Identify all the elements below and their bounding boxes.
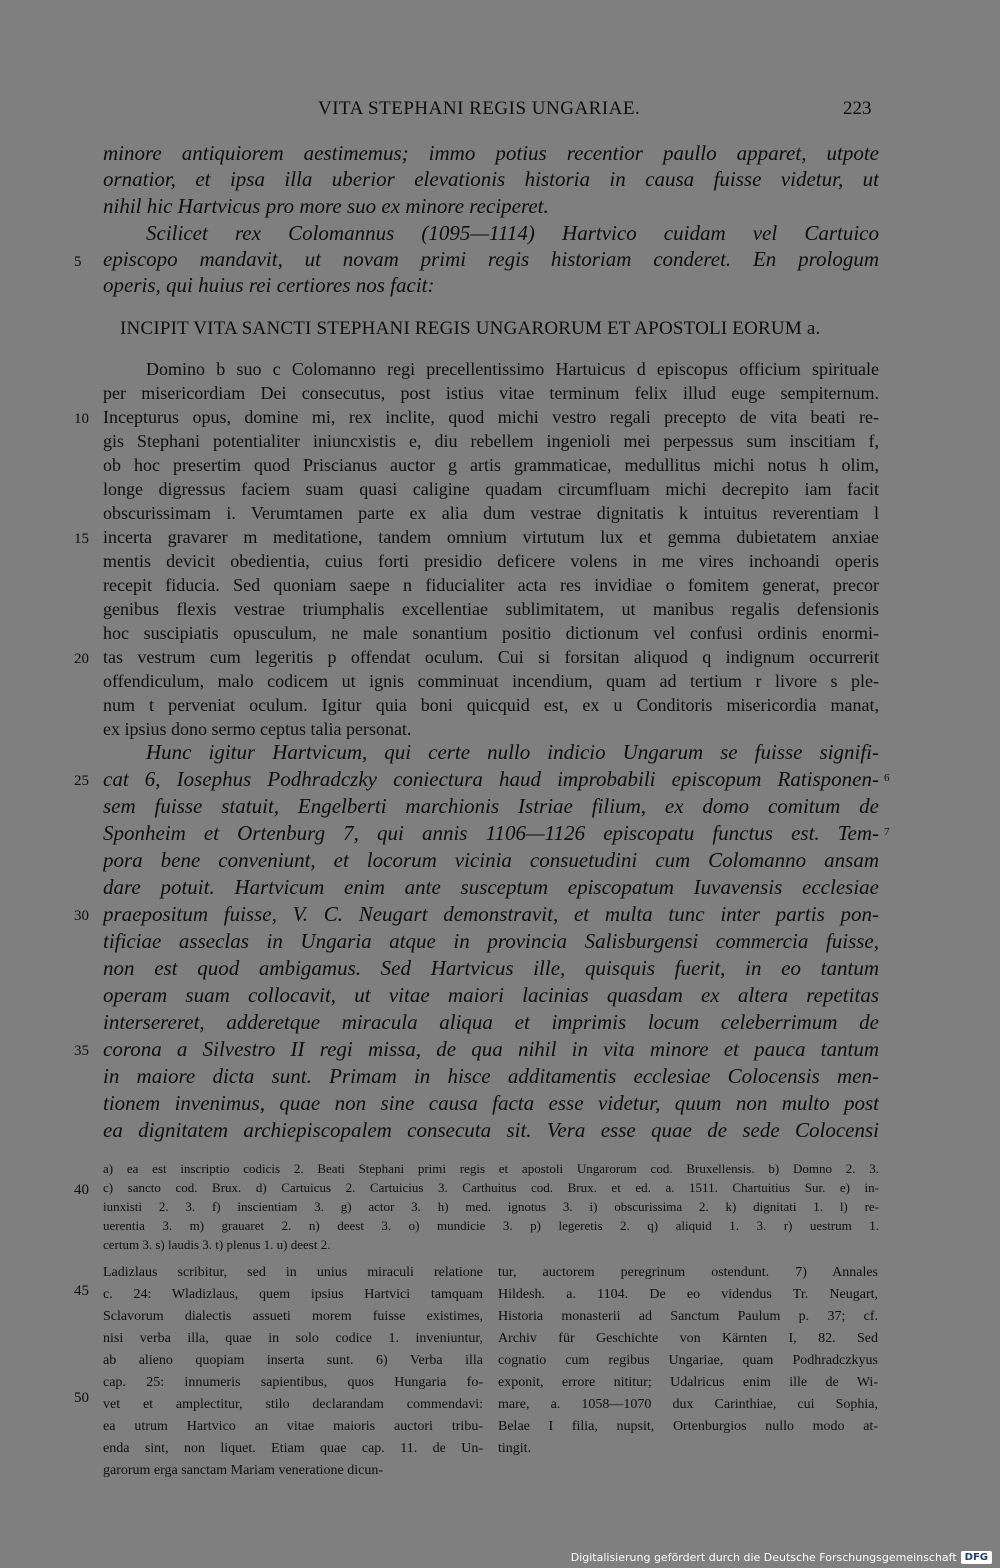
text-line: ex ipsius dono sermo ceptus talia personat. — [103, 719, 412, 739]
text-line: cat 6, Iosephus Podhradczky coniectura haud improbabili episcopum Ratisponen- — [103, 767, 879, 791]
note-line: nisi verba illa, quae in solo codice 1. inveniuntur, — [103, 1331, 483, 1346]
line-number: 10 — [74, 411, 89, 427]
text-line: Domino b suo c Colomanno regi precellentissimo Hartuicus d episcopus officium spirituale — [146, 359, 879, 379]
text-line: num t perveniat oculum. Igitur quia boni quicquid est, ex u Conditoris misericordia manat, — [103, 695, 879, 715]
dfg-logo-icon: DFG — [961, 1551, 992, 1564]
page-header — [0, 98, 1000, 126]
apparatus-line: iunxisti 2. 3. f) inscientiam 3. g) actor 3. h) med. ignotus 3. i) obscurissima 2. k) dignitati 1. l) re- — [103, 1199, 879, 1214]
margin-note-marker: 6 — [884, 772, 890, 784]
digitization-credit — [571, 1548, 992, 1566]
note-line: exponit, errore nititur; Udalricus enim ille de Wi- — [498, 1375, 878, 1390]
text-line: incerta gravarer m meditatione, tandem omnium virtutum lux et gemma dubietatem anxiae — [103, 527, 879, 547]
note-line: Hildesh. a. 1104. De eo videndus Tr. Neugart, — [498, 1287, 878, 1302]
line-number: 15 — [74, 531, 89, 547]
text-line: Hunc igitur Hartvicum, qui certe nullo indicio Ungarum se fuisse signifi- — [146, 740, 879, 764]
line-number: 30 — [74, 908, 89, 924]
text-line: mentis devicit obedientia, cuius forti presidio deficere volens in me vires inchoandi operis — [103, 551, 879, 571]
credit-text: Digitalisierung gefördert durch die Deutsche Forschungsgemeinschaft — [570, 1550, 957, 1564]
text-line: hoc suscipiatis opusculum, ne male sonantium positio dictionum vel confusi ordinis enormi- — [103, 623, 879, 643]
text-line: per misericordiam Dei consecutus, post istius vitae terminum felix illud euge sempiternum. — [103, 383, 879, 403]
note-line: Sclavorum dialectis assueti morem fuisse existimes, — [103, 1309, 483, 1324]
text-line: ob hoc presertim quod Priscianus auctor g artis grammaticae, medullitus michi notus h olim, — [103, 455, 879, 475]
note-line: tur, auctorem peregrinum ostendunt. 7) Annales — [498, 1265, 878, 1280]
text-line: pora bene conveniunt, et locorum vicinia consuetudini cum Colomanno ansam — [103, 848, 879, 872]
text-line: intersereret, adderetque miracula aliqua et imprimis locum celeberrimum de — [103, 1010, 879, 1034]
apparatus-line: certum 3. s) laudis 3. t) plenus 1. u) deest 2. — [103, 1237, 331, 1252]
note-line: Belae I filia, nupsit, Ortenburgios nullo modo at- — [498, 1419, 878, 1434]
text-line: praepositum fuisse, V. C. Neugart demonstravit, et multa tunc inter partis pon- — [103, 902, 879, 926]
apparatus-line: uerentia 3. m) grauaret 2. n) deest 3. o) mundicie 3. p) legeretis 2. q) aliquid 1. 3. r) uestrum 1. — [103, 1218, 879, 1233]
text-line: Incepturus opus, domine mi, rex inclite, quod michi vestro regali precepto de vita beati re- — [103, 407, 879, 427]
text-line: ea dignitatem archiepiscopalem consecuta sit. Vera esse quae de sede Colocensi — [103, 1118, 879, 1142]
text-line: operam suam collocavit, ut vitae maiori lacinias quasdam ex altera repetitas — [103, 983, 879, 1007]
note-line: garorum erga sanctam Mariam veneratione dicun- — [103, 1463, 384, 1478]
text-line: episcopo mandavit, ut novam primi regis historiam conderet. En prologum — [103, 247, 879, 271]
text-line: tificiae asseclas in Ungaria atque in provincia Salisburgensi commercia fuisse, — [103, 929, 879, 953]
page-number: 223 — [843, 98, 872, 119]
text-line: gis Stephani potentialiter iniuncxistis e, diu rebellem ingenioli mei perpessus sum inscitiam f, — [103, 431, 879, 451]
text-line: operis, qui huius rei certiores nos facit: — [103, 273, 435, 297]
apparatus-line: c) sancto cod. Brux. d) Cartuicus 2. Cartuicius 3. Carthuitus cod. Brux. et ed. a. 1511. Chartuitius Sur. e) in- — [103, 1180, 879, 1195]
note-line: Historia monasterii ad Sanctum Paulum p. 37; cf. — [498, 1309, 878, 1324]
line-number: 40 — [74, 1182, 89, 1198]
text-line: Sponheim et Ortenburg 7, qui annis 1106—1126 episcopatu functus est. Tem- — [103, 821, 879, 845]
text-line: ornatior, et ipsa illa uberior elevationis historia in causa fuisse videtur, ut — [103, 167, 879, 191]
note-line: ea utrum Hartvico an vitae maioris auctori tribu- — [103, 1419, 483, 1434]
line-number: 50 — [74, 1390, 89, 1406]
text-line: minore antiquiorem aestimemus; immo potius recentior paullo apparet, utpote — [103, 141, 879, 165]
apparatus-line: a) ea est inscriptio codicis 2. Beati Stephani primi regis et apostoli Ungarorum cod. Bruxellensis. b) Domno 2. 3. — [103, 1161, 879, 1176]
text-line: non est quod ambigamus. Sed Hartvicus ille, quisquis fuerit, in eo tantum — [103, 956, 879, 980]
text-line: tas vestrum cum legeritis p offendat oculum. Cui si forsitan aliquod q indignum occurrerit — [103, 647, 879, 667]
note-line: Ladizlaus scribitur, sed in unius miraculi relatione — [103, 1265, 483, 1280]
line-number: 35 — [74, 1043, 89, 1059]
note-line: cognatio cum regibus Ungariae, quam Podhradczkyus — [498, 1353, 878, 1368]
text-line: corona a Silvestro II regi missa, de qua nihil in vita minore et pauca tantum — [103, 1037, 879, 1061]
text-line: obscurissimam i. Verumtamen parte ex alia dum vestrae dignitatis k intuitus reverentiam l — [103, 503, 879, 523]
text-line: genibus flexis vestrae triumphalis excellentiae sublimitatem, ut manibus regalis defensionis — [103, 599, 879, 619]
line-number: 20 — [74, 651, 89, 667]
section-heading: INCIPIT VITA SANCTI STEPHANI REGIS UNGARORUM ET APOSTOLI EORUM a. — [120, 318, 821, 339]
line-number: 45 — [74, 1283, 89, 1299]
note-line: ab alieno quopiam inserta sunt. 6) Verba illa — [103, 1353, 483, 1368]
note-line: tingit. — [498, 1441, 532, 1456]
running-title: VITA STEPHANI REGIS UNGARIAE. — [318, 98, 641, 119]
text-line: offendiculum, malo codicem ut ignis comminuat incendium, quam ad tertium r livore s ple- — [103, 671, 879, 691]
text-line: Scilicet rex Colomannus (1095—1114) Hartvico cuidam vel Cartuico — [146, 221, 879, 245]
note-line: cap. 25: innumeris sapientibus, quos Hungaria fo- — [103, 1375, 483, 1390]
note-line: mare, a. 1058—1070 dux Carinthiae, cui Sophia, — [498, 1397, 878, 1412]
note-line: vet et amplectitur, stilo declarandam commendavi: — [103, 1397, 483, 1412]
text-line: nihil hic Hartvicus pro more suo ex minore reciperet. — [103, 194, 549, 218]
text-line: recepit fiducia. Sed quoniam saepe n fiducialiter acta res invidiae o fomitem generat, precor — [103, 575, 879, 595]
note-line: c. 24: Wladizlaus, quem ipsius Hartvici tamquam — [103, 1287, 483, 1302]
note-line: Archiv für Geschichte von Kärnten I, 82. Sed — [498, 1331, 878, 1346]
text-line: tionem invenimus, quae non sine causa facta esse videtur, quum non multo post — [103, 1091, 879, 1115]
text-line: dare potuit. Hartvicum enim ante susceptum episcopatum Iuvavensis ecclesiae — [103, 875, 879, 899]
margin-note-marker: 7 — [884, 826, 890, 838]
text-line: sem fuisse statuit, Engelberti marchionis Istriae filium, ex domo comitum de — [103, 794, 879, 818]
text-line: longe digressus faciem suam quasi caligine quadam circumfluam michi decrepito iam facit — [103, 479, 879, 499]
line-number: 25 — [74, 773, 89, 789]
note-line: enda sint, non liquet. Etiam quae cap. 11. de Un- — [103, 1441, 483, 1456]
text-line: in maiore dicta sunt. Primam in hisce additamentis ecclesiae Colocensis men- — [103, 1064, 879, 1088]
line-number: 5 — [74, 254, 82, 270]
